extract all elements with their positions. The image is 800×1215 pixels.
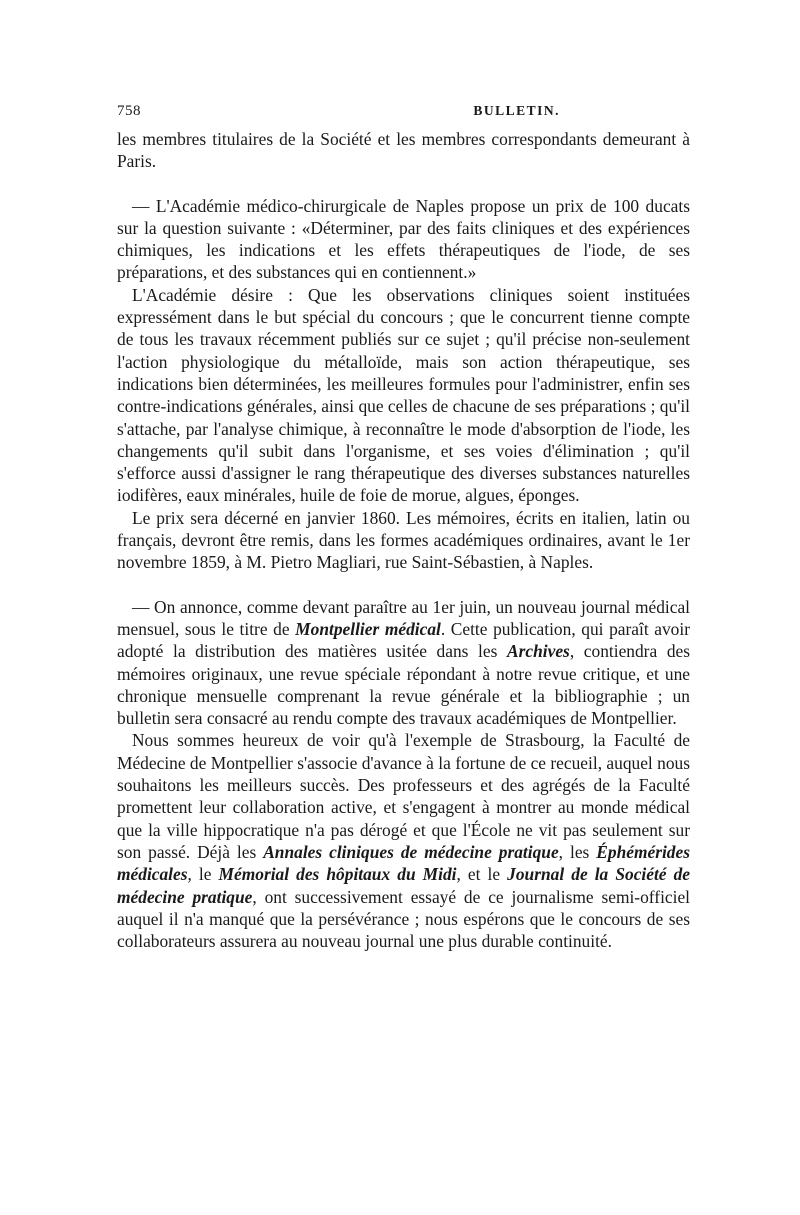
journal-title-memorial: Mémorial des hôpitaux du Midi [218,864,457,885]
text-run: , ont successivement essayé de ce journalisme semi-officiel auquel il n'a manqué que la persévérance ; nous espérons que le concours de ses collaborateurs assurera au nouveau journal une plus durable continuité. [117,886,690,952]
text-run: , et le [456,864,508,885]
text-run: . Cette publication, qui paraît avoir adopté la distribution des matières usitée dans les [117,618,690,662]
running-title: BULLETIN. [473,103,560,118]
text-run: , les [558,841,597,862]
journal-title-montpellier: Montpellier médical [295,618,441,639]
text-run: , le [187,864,219,885]
page-header [117,100,690,128]
text-run: Nous sommes heureux de voir qu'à l'exemple de Strasbourg, la Faculté de Médecine de Montpellier s'associe d'avance à la fortune de ce recueil, auquel nous souhaitons les meilleurs succès. Des professeurs et des agrégés de la Faculté promettent leur collaboration active, et s'engagent à montrer au monde médical que la ville hippocratique n'a pas dérogé et que l'École ne vit pas seulement sur son passé. Déjà les [117,730,690,862]
paragraph-society-members: les membres titulaires de la Société et les membres correspondants demeurant à Paris. [117,129,690,172]
paragraph-gap [117,173,690,195]
text-run: , contiendra des mémoires originaux, une revue spéciale répondant à notre revue critique, et une chronique mensuelle comprenant la revue générale et la bibliographie ; un bulletin sera consacré au rendu compte des travaux académiques de Montpellier. [117,641,690,729]
paragraph-new-journal [117,596,690,730]
paragraph-faculty-montpellier [117,729,690,952]
text-run: — On annonce, comme devant paraître au 1er juin, un nouveau journal médical mensuel, sous le titre de [117,596,690,639]
journal-title-archives: Archives [507,641,570,662]
paragraph-prize-date: Le prix sera décerné en janvier 1860. Les mémoires, écrits en italien, latin ou français, devront être remis, dans les formes académiques ordinaires, avant le 1er novembre 1859, à M. Pietro Magliari, rue Saint-Sébastien, à Naples. [117,507,690,573]
journal-title-annales: Annales cliniques de médecine pratique [263,841,559,862]
paragraph-academy-wishes: L'Académie désire : Que les observations cliniques soient instituées expressément dans le but spécial du concours ; que le concurrent tienne compte de tous les travaux récemment publiés sur ce sujet ; qu'il précise non-seulement l'action physiologique du métalloïde, mais son action thérapeutique, ses indications bien déterminées, les meilleures formules pour l'administrer, enfin ses contre-indications générales, ainsi que celles de chacune de ses préparations ; qu'il s'attache, par l'analyse chimique, à reconnaître le mode d'absorption de l'iode, les changements qu'il subit dans l'organisme, et ses voies d'élimination ; qu'il s'efforce aussi d'assigner le rang thérapeutique des diverses substances naturelles iodifères, eaux minérales, huile de foie de morue, algues, éponges. [117,284,690,506]
journal-title-ephemerides: Éphémérides médicales [117,841,690,885]
journal-title-societe: Journal de la Société de médecine pratique [117,864,690,907]
paragraph-naples-prize: — L'Académie médico-chirurgicale de Naples propose un prix de 100 ducats sur la question suivante : «Déterminer, par des faits cliniques et des expériences chimiques, les indications et les effets thérapeutiques de l'iode, de ses préparations, et des substances qui en contiennent.» [117,195,690,283]
paragraph-gap [117,574,690,596]
page-number: 758 [117,103,141,119]
document-page [117,100,690,952]
